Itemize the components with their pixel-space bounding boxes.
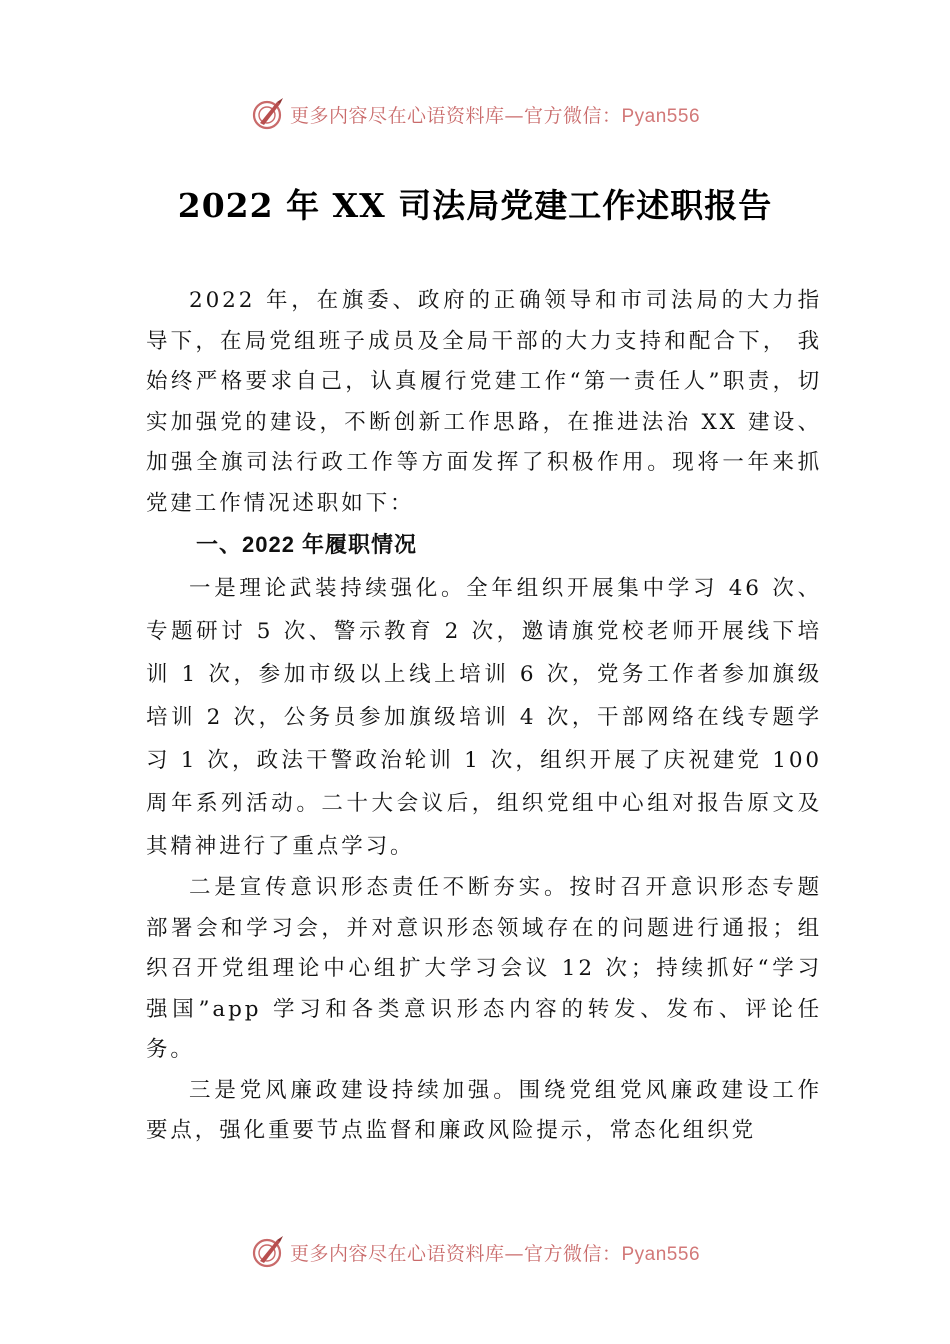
item-paragraph-3: 三是党风廉政建设持续加强。围绕党组党风廉政建设工作要点，强化重要节点监督和廉政风险提示，常态化组织党 <box>146 1077 822 1143</box>
quill-seal-icon <box>250 96 286 132</box>
watermark-wechat-id: Pyan556 <box>621 105 701 127</box>
watermark-wechat-id: Pyan556 <box>621 1243 701 1265</box>
item-paragraph-1: 一是理论武装持续强化。全年组织开展集中学习 46 次、专题研讨 5 次、警示教育 2 次，邀请旗党校老师开展线下培训 1 次，参加市级以上线上培训 6 次，党务工作者参加旗级培训 2 次，公务员参加旗级培训 4 次，干部网络在线专题学习 1 次，政法干警政治轮训 1 次，组织开展了庆祝建党 100 周年系列活动。二十大会议后，组织党组中心组对报告原文及其精神进行了重点学习。 <box>146 576 822 859</box>
watermark-text: 更多内容尽在心语资料库—官方微信： <box>289 104 622 127</box>
item-paragraph-2: 二是宣传意识形态责任不断夯实。按时召开意识形态专题部署会和学习会，并对意识形态领域存在的问题进行通报；组织召开党组理论中心组扩大学习会议 12 次；持续抓好“学习强国”app 学习和各类意识形态内容的转发、发布、评论任务。 <box>146 875 822 1062</box>
quill-seal-icon <box>250 1234 286 1270</box>
intro-paragraph: 2022 年，在旗委、政府的正确领导和市司法局的大力指导下，在局党组班子成员及全局干部的大力支持和配合下， 我始终严格要求自己，认真履行党建工作“第一责任人”职责，切实加强党的建设，不断创新工作思路，在推进法治 XX 建设、加强全旗司法行政工作等方面发挥了积极作用。现将一年来抓党建工作情况述职如下： <box>146 288 822 516</box>
footer-watermark <box>0 1232 950 1272</box>
watermark-text: 更多内容尽在心语资料库—官方微信： <box>289 1242 622 1265</box>
header-watermark <box>0 94 950 134</box>
section-heading: 一、2022 年履职情况 <box>196 532 418 557</box>
document-body <box>146 281 822 1152</box>
document-title: 2022 年 XX 司法局党建工作述职报告 <box>177 186 773 225</box>
